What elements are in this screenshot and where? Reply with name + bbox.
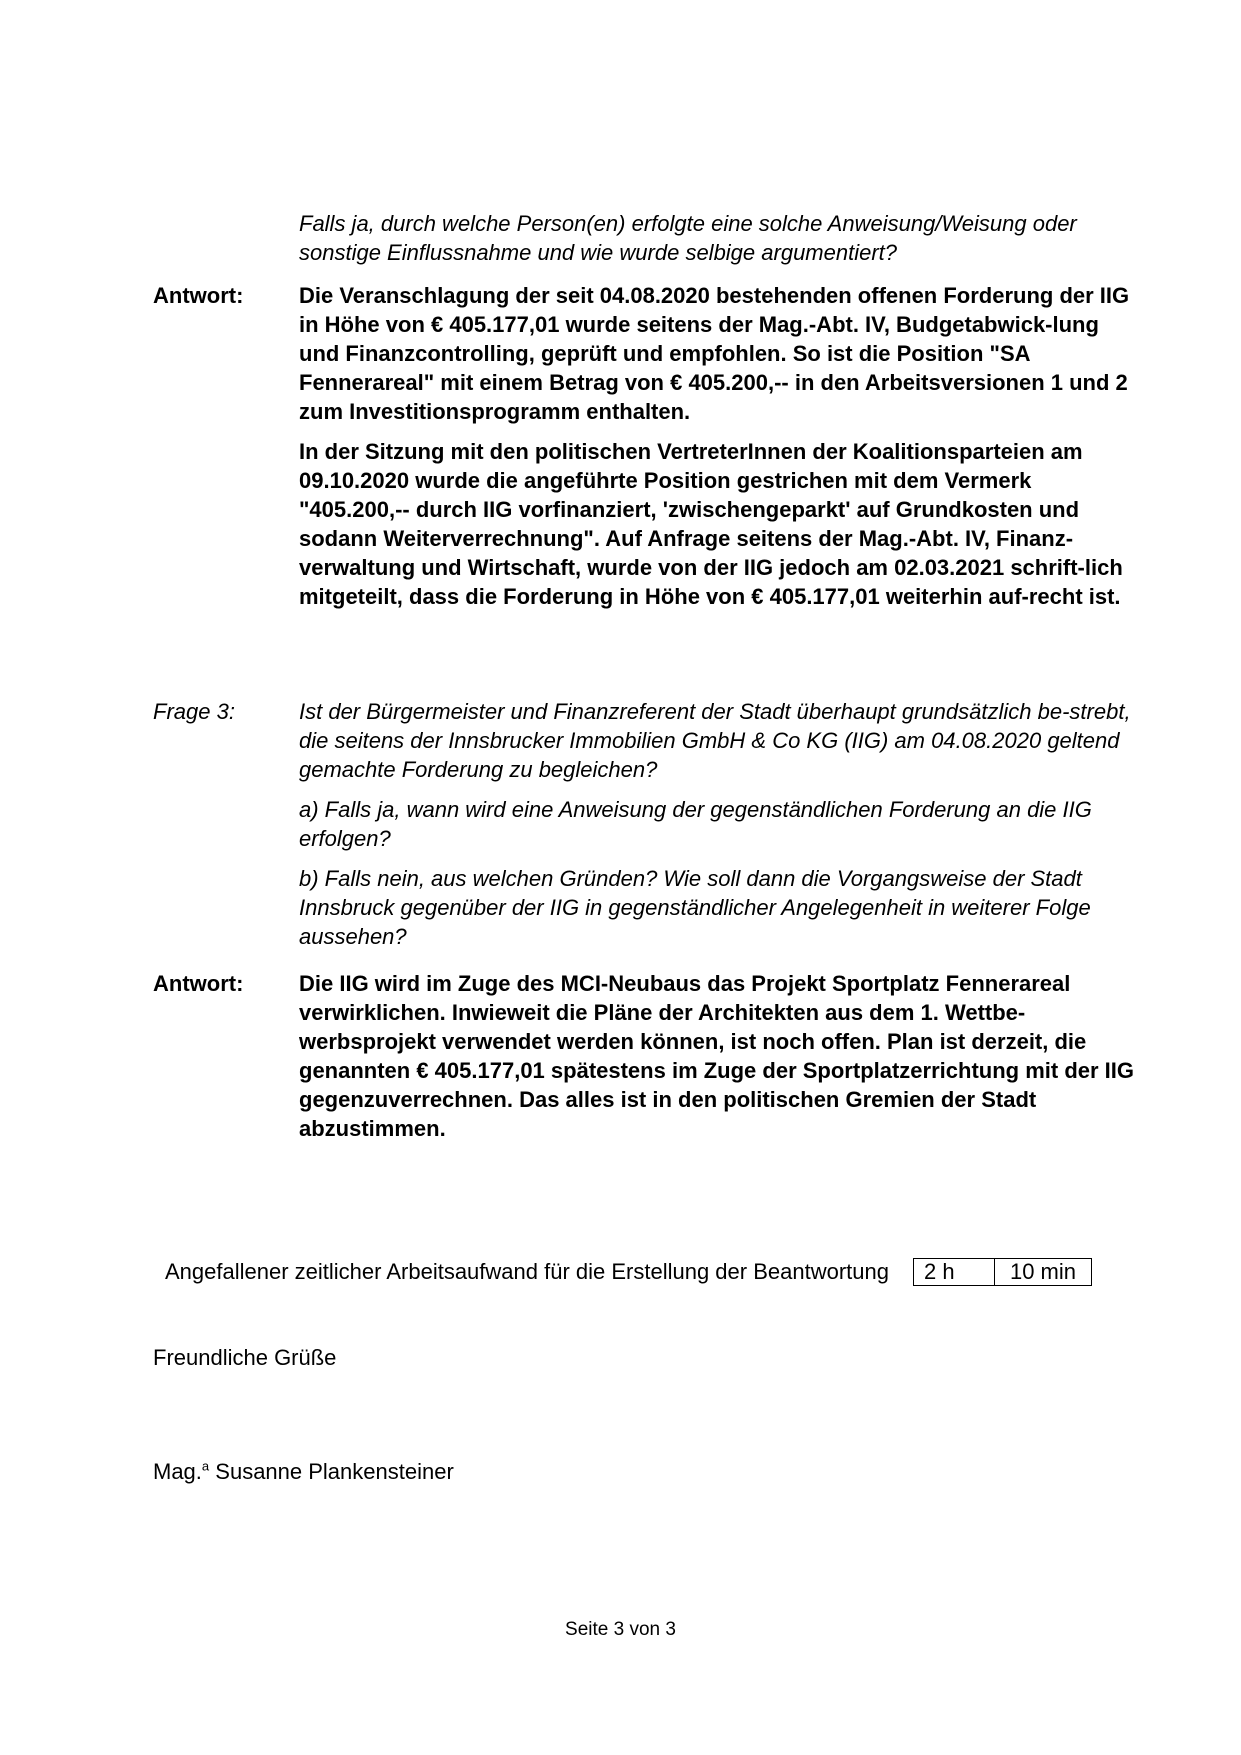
- signature-title: Mag.: [153, 1459, 202, 1484]
- question2-text: Falls ja, durch welche Person(en) erfolgte eine solche Anweisung/Weisung oder sonstige Einflussnahme und wie wurde selbige argumentiert?: [299, 211, 1077, 265]
- closing-greeting: Freundliche Grüße: [153, 1345, 337, 1370]
- answer2-label: Antwort:: [153, 283, 244, 308]
- signature-name: Susanne Plankensteiner: [215, 1459, 454, 1484]
- question3-paragraph-1: Ist der Bürgermeister und Finanzreferent der Stadt überhaupt grundsätzlich be-strebt, die seitens der Innsbrucker Immobilien GmbH & Co KG (IIG) am 04.08.2020 geltend gemachte Forderung zu begleichen?: [299, 699, 1131, 782]
- answer2-paragraph-1: Die Veranschlagung der seit 04.08.2020 bestehenden offenen Forderung der IIG in Höhe von € 405.177,01 wurde seitens der Mag.-Abt. IV, Budgetabwick-lung und Finanzcontrolling, geprüft und empfohlen. So ist die Position "SA Fennerareal" mit einem Betrag von € 405.200,-- in den Arbeitsversionen 1 und 2 zum Investitionsprogramm enthalten.: [299, 283, 1130, 424]
- signature-title-sup: a: [201, 1458, 210, 1474]
- answer3-label: Antwort:: [153, 971, 244, 996]
- answer2-paragraph-2: In der Sitzung mit den politischen VertreterInnen der Koalitionsparteien am 09.10.2020 wurde die angeführte Position gestrichen mit dem Vermerk "405.200,-- durch IIG vorfinanziert, 'zwischengeparkt' auf Grundkosten und sodann Weiterverrechnung". Auf Anfrage seitens der Mag.-Abt. IV, Finanz-verwaltung und Wirtschaft, wurde von der IIG jedoch am 02.03.2021 schrift-lich mitgeteilt, dass die Forderung in Höhe von € 405.177,01 weiterhin auf-recht ist.: [299, 439, 1123, 609]
- question2-tail: [153, 209, 1153, 278]
- work-effort-label: Angefallener zeitlicher Arbeitsaufwand für die Erstellung der Beantwortung: [165, 1259, 889, 1284]
- work-effort-hours: 2 h: [914, 1259, 995, 1285]
- answer2-block: [153, 281, 1153, 622]
- work-effort-box: [913, 1258, 1092, 1286]
- signature-name-line: [153, 1457, 454, 1486]
- question3-label: Frage 3:: [153, 699, 235, 724]
- page-number: Seite 3 von 3: [565, 1619, 676, 1640]
- work-effort-row: [165, 1258, 1125, 1286]
- question3-paragraph-a: a) Falls ja, wann wird eine Anweisung der gegenständlichen Forderung an die IIG erfolgen?: [299, 797, 1092, 851]
- answer3-block: [153, 969, 1153, 1154]
- question2-label-spacer: [153, 209, 299, 278]
- question3-block: [153, 697, 1153, 962]
- question3-paragraph-b: b) Falls nein, aus welchen Gründen? Wie soll dann die Vorgangsweise der Stadt Innsbruck gegenüber der IIG in gegenständlicher Angelegenheit in weiterer Folge aussehen?: [299, 866, 1091, 949]
- work-effort-minutes: 10 min: [1009, 1259, 1076, 1284]
- answer3-paragraph-1: Die IIG wird im Zuge des MCI-Neubaus das Projekt Sportplatz Fennerareal verwirklichen. Inwieweit die Pläne der Architekten aus dem 1. Wettbe-werbsprojekt verwendet werden können, ist noch offen. Plan ist derzeit, die genannten € 405.177,01 spätestens im Zuge der Sportplatzerrichtung mit der IIG gegenzuverrechnen. Das alles ist in den politischen Gremien der Stadt abzustimmen.: [299, 971, 1135, 1141]
